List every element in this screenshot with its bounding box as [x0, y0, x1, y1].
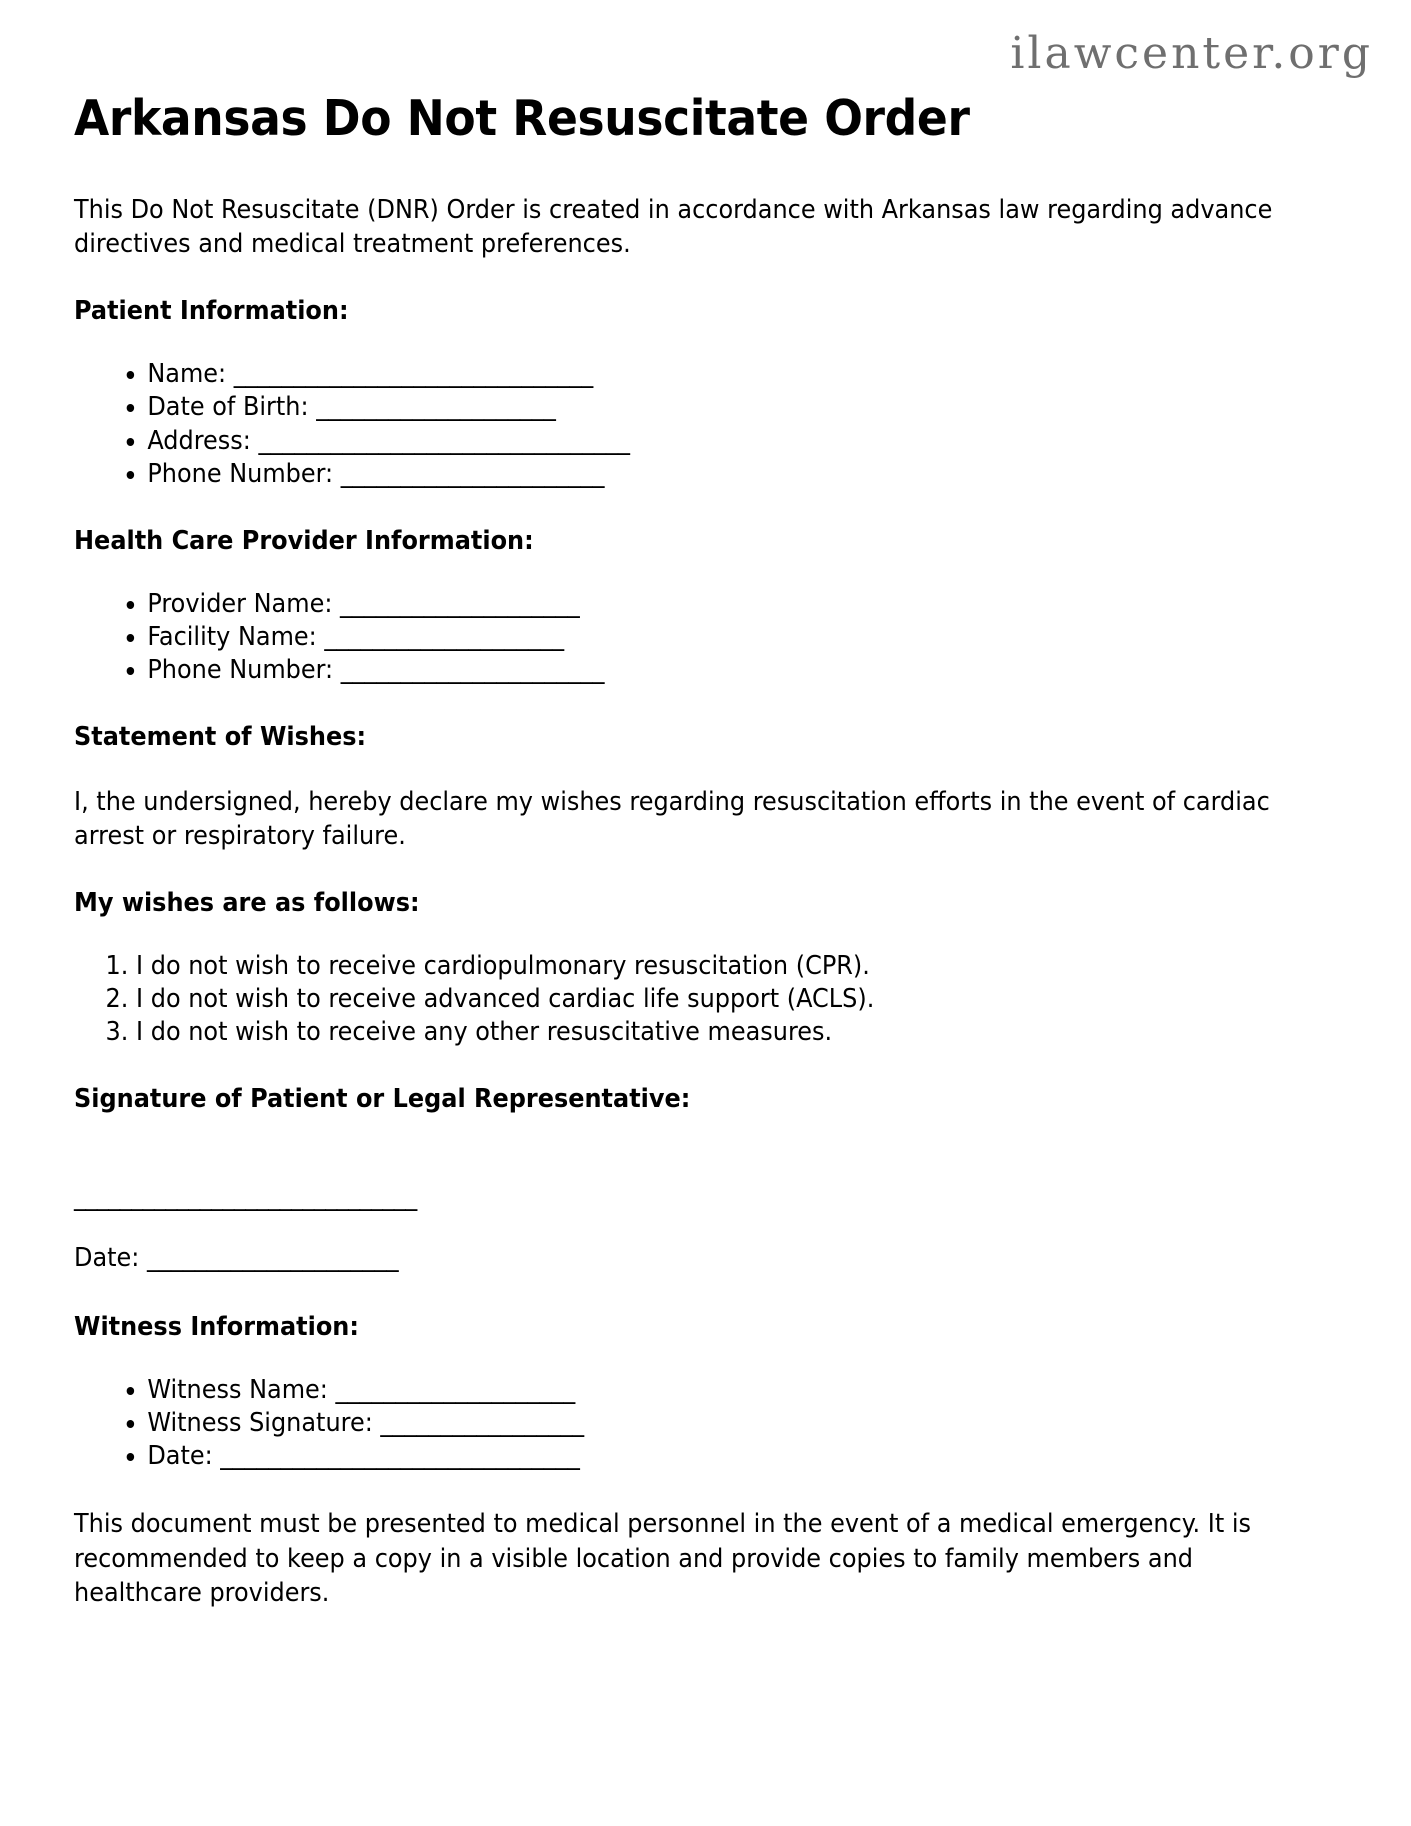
list-item: • Name: ______________________________ [147, 358, 1260, 391]
intro-paragraph: This Do Not Resuscitate (DNR) Order is created in accordance with Arkansas law regarding advance directives and medical treatment preferences. [74, 194, 1273, 260]
patient-information-list [74, 358, 1260, 491]
heading-signature: Signature of Patient or Legal Representative: [74, 1084, 691, 1115]
list-item: • Witness Name: ____________________ [147, 1374, 1260, 1407]
list-item: • Address: _______________________________ [147, 425, 1260, 458]
heading-my-wishes: My wishes are as follows: [74, 887, 420, 918]
statement-of-wishes-body: I, the undersigned, hereby declare my wishes regarding resuscitation efforts in the event of cardiac arrest or respiratory failure. [74, 786, 1270, 851]
list-item: 2. I do not wish to receive advanced cardiac life support (ACLS). [136, 983, 1260, 1016]
page-title: Arkansas Do Not Resuscitate Order [74, 90, 970, 147]
list-item: 1. I do not wish to receive cardiopulmonary resuscitation (CPR). [136, 950, 1260, 983]
list-item: • Witness Signature: _________________ [147, 1407, 1260, 1440]
heading-witness-information: Witness Information: [74, 1311, 359, 1342]
site-watermark: ilawcenter.org [1010, 28, 1373, 79]
list-item: • Provider Name: ____________________ [147, 588, 1260, 621]
list-item: 3. I do not wish to receive any other resuscitative measures. [136, 1016, 1260, 1049]
list-item: • Date of Birth: ____________________ [147, 391, 1260, 424]
list-item: • Phone Number: ______________________ [147, 654, 1260, 687]
witness-information-list [74, 1374, 1260, 1473]
list-item: • Phone Number: ______________________ [147, 458, 1260, 491]
closing-paragraph: This document must be presented to medical personnel in the event of a medical emergency. It is recommended to keep a copy in a visible location and provide copies to family members and healthcare providers. [74, 1509, 1251, 1608]
list-item: • Facility Name: ____________________ [147, 621, 1260, 654]
provider-information-list [74, 588, 1260, 687]
document-content [74, 92, 1336, 1610]
heading-statement-of-wishes: Statement of Wishes: [74, 722, 367, 753]
signature-date-line: Date: _____________________ [74, 1242, 399, 1273]
wishes-list [74, 950, 1260, 1049]
list-item: • Date: ______________________________ [147, 1440, 1260, 1473]
heading-provider-information: Health Care Provider Information: [74, 525, 534, 556]
signature-blank-line: ______________________________ [74, 1181, 417, 1212]
heading-patient-information: Patient Information: [74, 296, 349, 327]
